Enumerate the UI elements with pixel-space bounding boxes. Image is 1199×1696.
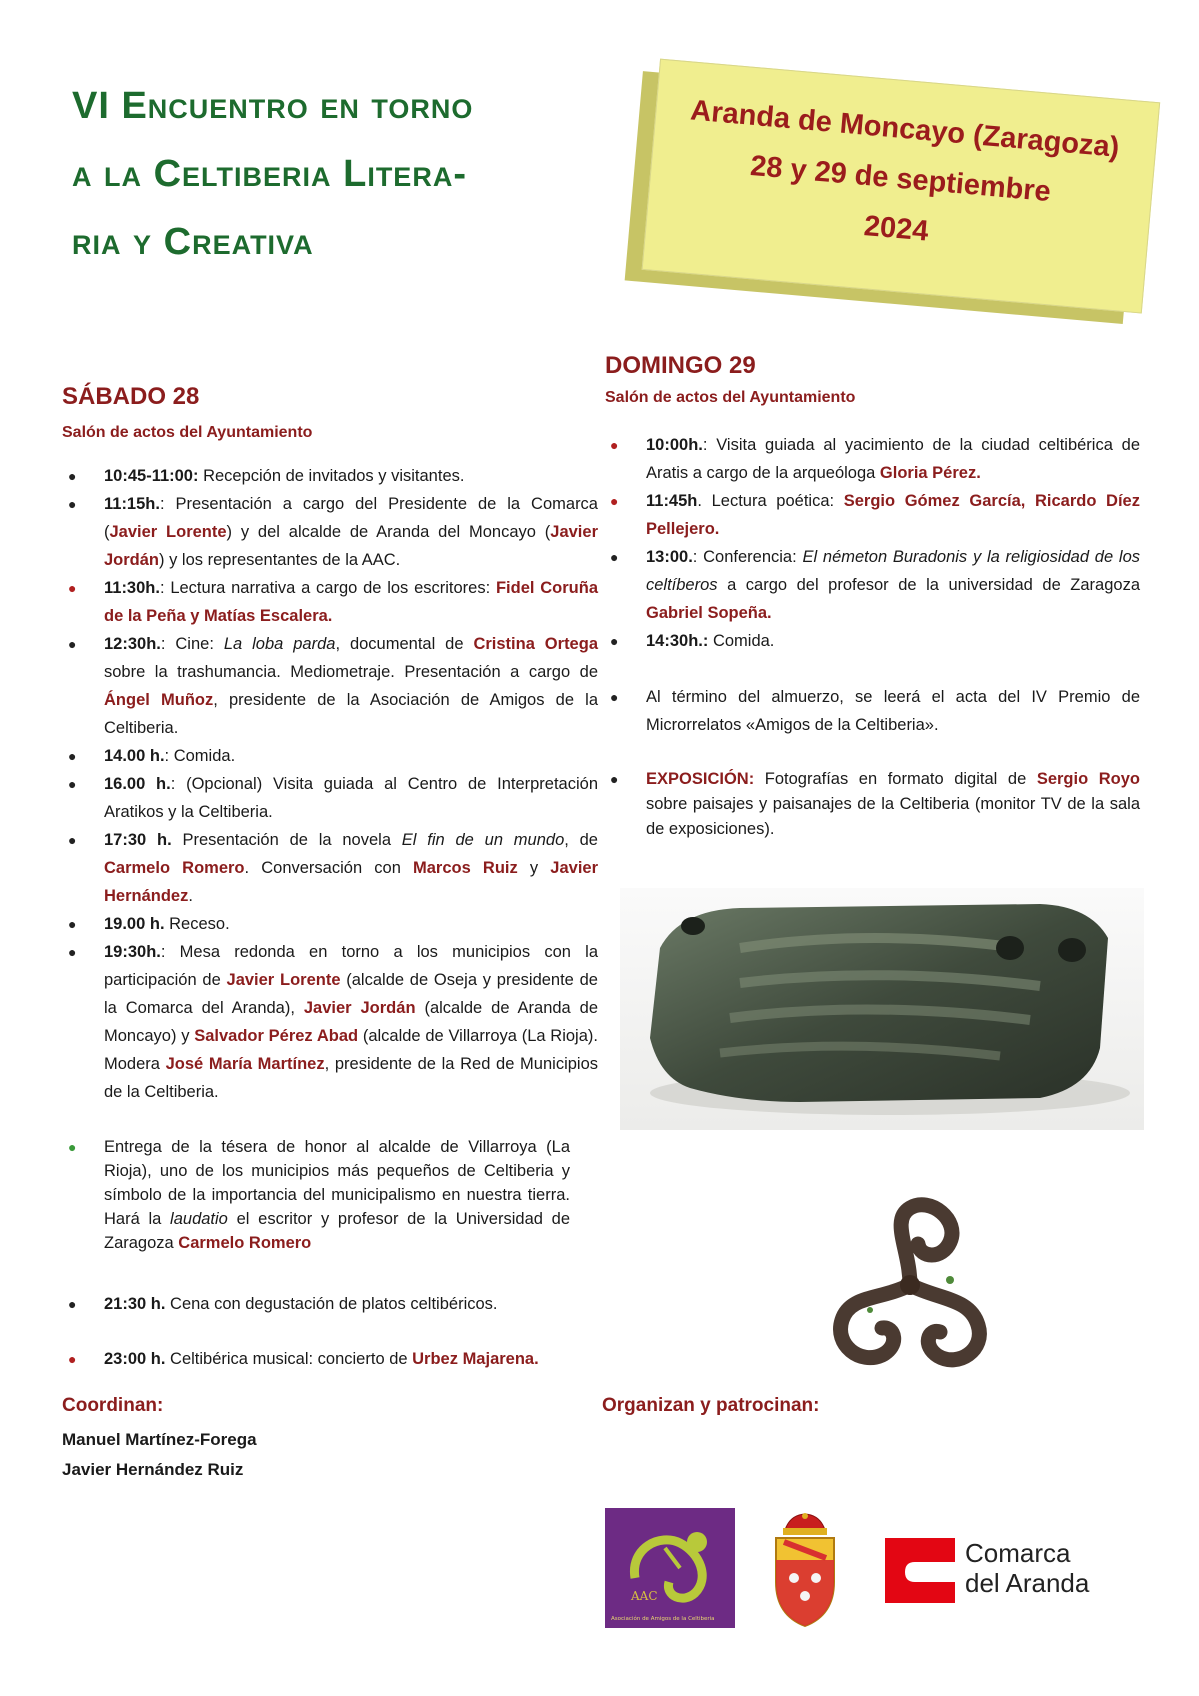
coat-of-arms-icon [770, 1510, 840, 1630]
bullet: ● [68, 776, 77, 792]
bullet: ● [610, 549, 619, 565]
aac-logo-caption: Asociación de Amigos de la Celtiberia [611, 1616, 715, 1622]
aac-logo [605, 1508, 735, 1628]
bullet: ● [610, 437, 619, 453]
title-line-1: VI Encuentro en torno [72, 85, 474, 127]
program-item: ● EXPOSICIÓN: Fotografías en formato digital de Sergio Royo sobre paisajes y paisanajes de la Celtiberia (monitor TV de la sala de exposiciones). [646, 767, 1140, 842]
program-item: ● 11:15h.: Presentación a cargo del Presidente de la Comarca (Javier Lorente) y del alcalde de Aranda del Moncayo (Javier Jordán) y los representantes de la AAC. [104, 490, 598, 574]
year-text: 2024 [862, 210, 930, 248]
bullet: ● [68, 580, 77, 596]
comarca-logo-line-2: del Aranda [965, 1568, 1090, 1598]
saturday-program [68, 462, 599, 1106]
aac-logo-initials: AAC [631, 1589, 658, 1603]
title-line-3: ria y Creativa [72, 221, 314, 263]
saturday-program-extra [68, 1135, 570, 1255]
bronze-hand-photo [620, 888, 1144, 1130]
bullet: ● [610, 633, 619, 649]
comarca-logo-line-1: Comarca [965, 1538, 1071, 1568]
sunday-program [610, 431, 1140, 842]
program-item: ● 17:30 h. Presentación de la novela El fin de un mundo, de Carmelo Romero. Conversación con Marcos Ruiz y Javier Hernández. [104, 826, 598, 910]
program-item: ● 10:45-11:00: Recepción de invitados y visitantes. [104, 462, 598, 490]
bullet: ● [68, 468, 77, 484]
bullet: ● [610, 771, 619, 787]
comarca-aranda-logo [875, 1528, 1105, 1613]
program-item: ● 13:00.: Conferencia: El németon Buradonis y la religiosidad de los celtíberos a cargo del profesor de la universidad de Zaragoza Gabriel Sopeña. [646, 543, 1140, 627]
coordinators-heading: Coordinan: [62, 1395, 164, 1416]
sunday-venue: Salón de actos del Ayuntamiento [605, 389, 856, 406]
title-line-2: a la Celtiberia Litera- [72, 153, 467, 195]
bullet: ● [68, 832, 77, 848]
bullet: ● [68, 636, 77, 652]
program-item: ● 19.00 h. Receso. [104, 910, 598, 938]
program-item: ● 19:30h.: Mesa redonda en torno a los municipios con la participación de Javier Lorente (alcalde de Oseja y presidente de la Comarca del Aranda), Javier Jordán (alcalde de Aranda de Moncayo) y Salvador Pérez Abad (alcalde de Villarroya (La Rioja). Modera José María Martínez, presidente de la Red de Municipios de la Celtiberia. [104, 938, 598, 1106]
dates-text: 28 y 29 de septiembre [748, 149, 1053, 209]
location-text: Aranda de Moncayo (Zaragoza) [689, 94, 1121, 164]
bullet: ● [610, 493, 619, 509]
organizers-heading: Organizan y patrocinan: [602, 1395, 820, 1416]
triskelion-icon [800, 1180, 1020, 1395]
program-item: ● Al término del almuerzo, se leerá el acta del IV Premio de Microrrelatos «Amigos de la Celtiberia». [646, 683, 1140, 739]
program-item: ● 12:30h.: Cine: La loba parda, documental de Cristina Ortega sobre la trashumancia. Mediometraje. Presentación a cargo de Ángel Muñoz, presidente de la Asociación de Amigos de la Celtiberia. [104, 630, 598, 742]
program-item: ● 16.00 h.: (Opcional) Visita guiada al Centro de Interpretación Aratikos y la Celtiberia. [104, 770, 598, 826]
bullet: ● [68, 1296, 77, 1312]
event-title [72, 72, 672, 276]
coordinator-name: Javier Hernández Ruiz [62, 1460, 244, 1479]
bullet: ● [68, 1139, 77, 1155]
aac-logo-mark [605, 1508, 735, 1628]
sunday-heading: DOMINGO 29 [605, 352, 756, 379]
program-item: ● Entrega de la tésera de honor al alcalde de Villarroya (La Rioja), uno de los municipios más pequeños de Celtiberia y símbolo de la importancia del municipalismo en nuestra tierra. Hará la laudatio el escritor y profesor de la Universidad de Zaragoza Carmelo Romero [104, 1135, 570, 1255]
program-item: ● 14.00 h.: Comida. [104, 742, 598, 770]
saturday-concert [68, 1345, 598, 1373]
program-item: ● 10:00h.: Visita guiada al yacimiento de la ciudad celtibérica de Aratis a cargo de la arqueóloga Gloria Pérez. [646, 431, 1140, 487]
bullet: ● [68, 944, 77, 960]
location-date-box [642, 59, 1158, 312]
bullet: ● [610, 689, 619, 705]
program-item: ● 14:30h.: Comida. [646, 627, 1140, 655]
saturday-heading: SÁBADO 28 [62, 383, 200, 410]
program-item: ● 11:30h.: Lectura narrativa a cargo de los escritores: Fidel Coruña de la Peña y Matías Escalera. [104, 574, 598, 630]
bullet: ● [68, 1351, 77, 1367]
program-item: ● 11:45h. Lectura poética: Sergio Gómez García, Ricardo Díez Pellejero. [646, 487, 1140, 543]
saturday-venue: Salón de actos del Ayuntamiento [62, 424, 313, 441]
coordinator-name: Manuel Martínez-Forega [62, 1430, 257, 1449]
bullet: ● [68, 748, 77, 764]
bullet: ● [68, 916, 77, 932]
comarca-logo-mark [875, 1528, 965, 1613]
bullet: ● [68, 496, 77, 512]
program-item: ● 21:30 h. Cena con degustación de platos celtibéricos. [104, 1290, 598, 1318]
saturday-dinner [68, 1290, 598, 1318]
program-item: ● 23:00 h. Celtibérica musical: concierto de Urbez Majarena. [104, 1345, 598, 1373]
